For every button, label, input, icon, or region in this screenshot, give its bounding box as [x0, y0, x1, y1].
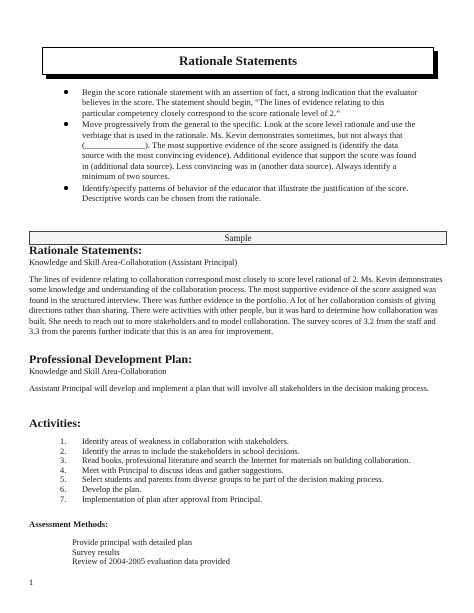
guideline-item — [64, 119, 419, 181]
guideline-text: Identify/specify patterns of behavior of the educator that illustrate the justification of the score. Descriptive words can be chosen from the rationale. — [82, 182, 409, 204]
pdp-subtitle: Knowledge and Skill Area-Collaboration — [29, 367, 167, 376]
guideline-text: Move progressively from the general to the specific. Look at the score level rationale and use the verbiage that is used in the rationale. Ms. Kevin demonstrates sometimes, but not always that (______________). The most supportive evidence of the score assigned is (identify the data source with the most convincing evidence). Additional evidence that support the score was found in (additional data source). Less convincing was in (another data source). Always identify a minimum of two sources. — [82, 119, 417, 182]
activity-text: Develop the plan. — [82, 484, 142, 494]
activity-item — [60, 447, 410, 457]
activity-item — [60, 475, 410, 485]
activities-list — [60, 437, 410, 504]
activity-number: 5. — [60, 475, 67, 485]
guideline-list — [64, 87, 419, 203]
assessment-heading: Assessment Methods: — [29, 519, 109, 529]
guideline-text: Begin the score rationale statement with an assertion of fact, a strong indication that the evaluator believes in the score. The statement should begin, “The lines of evidence relating to this particular competency closely correspond to the score rationale level of 2.” — [82, 87, 418, 118]
page-title: Rationale Statements — [178, 53, 298, 68]
activity-item — [60, 495, 410, 505]
guideline-item — [64, 183, 419, 204]
sample-label: Sample — [224, 233, 252, 243]
bullet-icon — [64, 186, 68, 190]
activity-number: 1. — [60, 437, 67, 446]
guideline-item — [64, 87, 419, 118]
title-box — [42, 47, 434, 75]
activity-number: 6. — [60, 484, 67, 494]
assessment-item: Provide principal with detailed plan — [72, 538, 193, 547]
rationale-heading: Rationale Statements: — [29, 243, 142, 257]
activity-number: 2. — [60, 446, 67, 456]
pdp-heading: Professional Development Plan: — [29, 352, 193, 366]
bullet-icon — [64, 122, 68, 126]
activity-item — [60, 466, 410, 476]
activities-heading: Activities: — [29, 416, 81, 430]
activity-item — [60, 437, 410, 447]
pdp-body: Assistant Principal will develop and implement a plan that will involve all stakeholders in the decision making process. — [29, 384, 430, 393]
activity-number: 7. — [60, 494, 67, 504]
rationale-subtitle: Knowledge and Skill Area-Collaboration (Assistant Principal) — [29, 258, 238, 267]
activity-text: Read books, professional literature and search the Internet for materials on building collaboration. — [82, 456, 411, 466]
activity-text: Implementation of plan after approval from Principal. — [82, 494, 263, 504]
activity-item — [60, 485, 410, 495]
activity-text: Identify the areas to include the stakeholders in school decisions. — [82, 446, 300, 456]
activity-text: Identify areas of weakness in collaboration with stakeholders. — [82, 437, 289, 446]
bullet-icon — [64, 90, 68, 94]
activity-text: Meet with Principal to discuss ideas and gather suggestions. — [82, 465, 284, 475]
rationale-body: The lines of evidence relating to collaboration correspond most closely to score level rational of 2. Ms. Kevin demonstrates some knowledge and understanding of the collaboration process. The most supportive evidence of the score assigned was found in the structured interview. There was further evidence in the portfolio. A lot of her collaboration consists of giving directions rather than sharing. There were activities with other people, but it was hard to determine how collaboration was built. She needs to reach out to more stakeholders and to model collaboration. The survey scores of 3.2 from the staff and 3.3 from the parents further indicate that this is an area for improvement. — [29, 275, 443, 337]
assessment-item: Survey results — [72, 547, 120, 557]
activity-item — [60, 456, 410, 466]
activity-number: 4. — [60, 465, 67, 475]
activity-number: 3. — [60, 456, 67, 466]
page-number: 1 — [29, 578, 34, 587]
assessment-item: Review of 2004-2005 evaluation data provided — [72, 557, 230, 567]
assessment-list — [72, 538, 230, 567]
activity-text: Select students and parents from diverse groups to be part of the decision making process. — [82, 475, 384, 485]
